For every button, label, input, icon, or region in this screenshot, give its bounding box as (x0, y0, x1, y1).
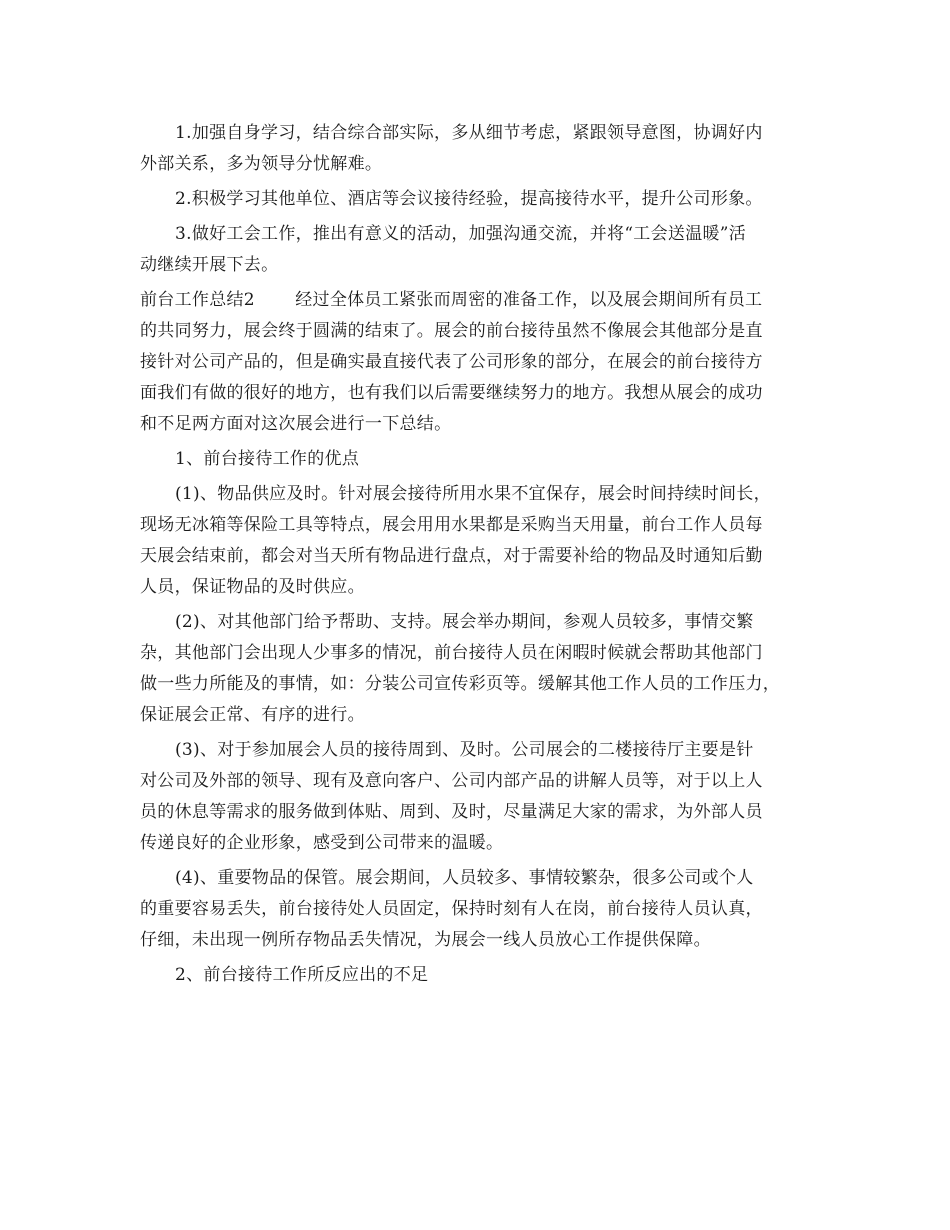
text-line: 员的休息等需求的服务做到体贴、周到、及时，尽量满足大家的需求，为外部人员 (140, 802, 763, 822)
text-line: (4)、重要物品的保管。展会期间，人员较多、事情较繁杂，很多公司或个人 (175, 868, 754, 888)
text-line: 做一些力所能及的事情，如：分装公司宣传彩页等。缓解其他工作人员的工作压力， (140, 674, 781, 694)
text-line: (1)、物品供应及时。针对展会接待所用水果不宜保存，展会时间持续时间长， (175, 484, 771, 504)
text-line: 仔细，未出现一例所存物品丢失情况，为展会一线人员放心工作提供保障。 (140, 930, 711, 950)
text-line: 接针对公司产品的，但是确实最直接代表了公司形象的部分，在展会的前台接待方 (140, 352, 763, 372)
text-line: 的重要容易丢失，前台接待处人员固定，保持时刻有人在岗，前台接待人员认真， (140, 899, 763, 919)
text-line: 和不足两方面对这次展会进行一下总结。 (140, 414, 452, 434)
text-line: 现场无冰箱等保险工具等特点，展会用用水果都是采购当天用量，前台工作人员每 (140, 515, 763, 535)
text-line: 对公司及外部的领导、现有及意向客户、公司内部产品的讲解人员等，对于以上人 (140, 771, 763, 791)
text-line: 1、前台接待工作的优点 (175, 449, 360, 469)
text-line: 2、前台接待工作所反应出的不足 (175, 965, 429, 985)
text-line: 人员，保证物品的及时供应。 (140, 577, 365, 597)
text-line: 外部关系，多为领导分忧解难。 (140, 154, 383, 174)
text-line: 2.积极学习其他单位、酒店等会议接待经验，提高接待水平，提升公司形象。 (175, 189, 763, 209)
text-line: (2)、对其他部门给予帮助、支持。展会举办期间，参观人员较多，事情交繁 (175, 612, 754, 632)
text-line: 杂，其他部门会出现人少事多的情况，前台接待人员在闲暇时候就会帮助其他部门 (140, 643, 763, 663)
text-line: 保证展会正常、有序的进行。 (140, 705, 365, 725)
text-line: 天展会结束前，都会对当天所有物品进行盘点，对于需要补给的物品及时通知后勤 (140, 546, 763, 566)
text-line: 前台工作总结2 经过全体员工紧张而周密的准备工作，以及展会期间所有员工 (140, 290, 763, 310)
text-line: 传递良好的企业形象，感受到公司带来的温暖。 (140, 833, 504, 853)
text-line: 面我们有做的很好的地方，也有我们以后需要继续努力的地方。我想从展会的成功 (140, 383, 763, 403)
document-body (140, 118, 812, 991)
text-line: 的共同努力，展会终于圆满的结束了。展会的前台接待虽然不像展会其他部分是直 (140, 321, 763, 341)
text-line: 1.加强自身学习，结合综合部实际，多从细节考虑，紧跟领导意图，协调好内 (175, 123, 763, 143)
text-line: 3.做好工会工作，推出有意义的活动，加强沟通交流，并将“工会送温暖”活 (175, 224, 747, 244)
text-line: 动继续开展下去。 (140, 255, 279, 275)
text-line: (3)、对于参加展会人员的接待周到、及时。公司展会的二楼接待厅主要是针 (175, 740, 754, 760)
